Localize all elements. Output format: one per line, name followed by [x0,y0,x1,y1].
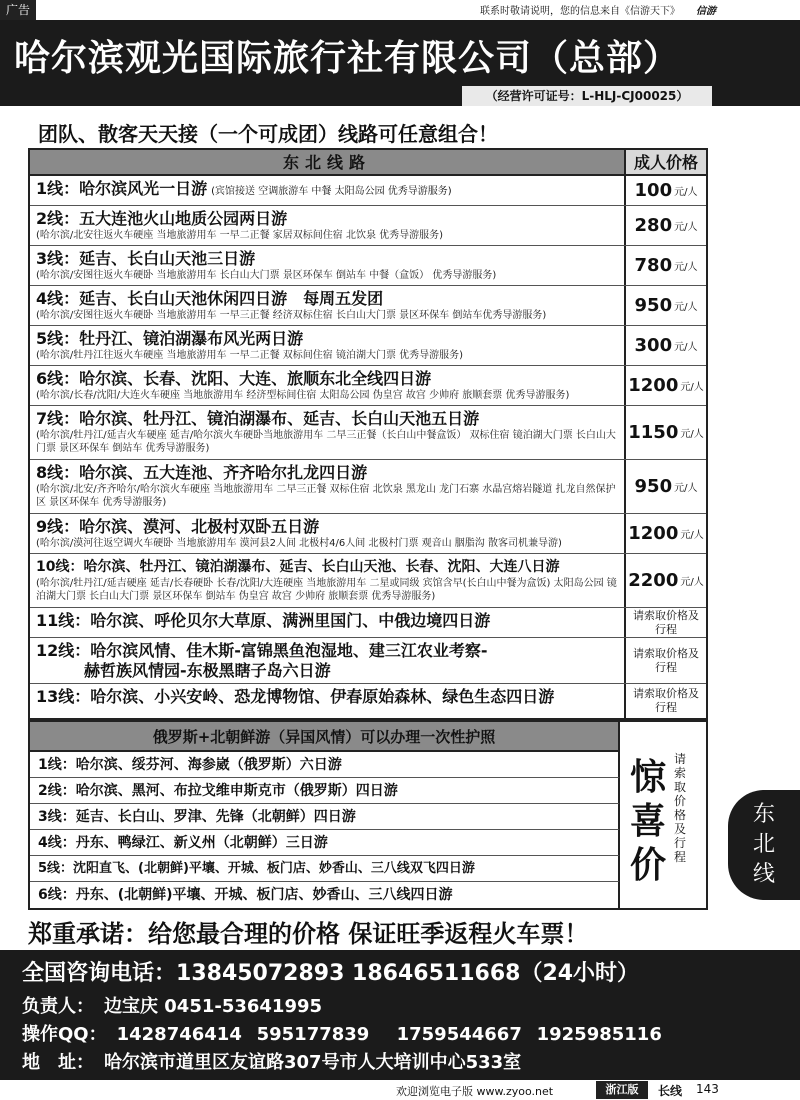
route-column-header: 东北线路 [282,153,371,172]
list-item: 5线：沈阳直飞、(北朝鲜)平壤、开城、板门店、妙香山、三八线双飞四日游 [30,856,620,882]
table-row [30,246,706,286]
route-title: 6线：哈尔滨、长春、沈阳、大连、旅顺东北全线四日游 [36,369,432,388]
price-value: 950 [634,476,673,497]
route-title: 12线：哈尔滨风情、佳木斯-富锦黑鱼泡湿地、建三江农业考察- [36,641,488,660]
table-row [30,684,706,718]
route-detail: (哈尔滨/长春/沈阳/大连火车硬座 当地旅游用车 经济型标间住宿 太阳岛公园 伪皇宫 故宫 少帅府 旅顺套票 优秀导游服务) [36,390,570,401]
price-on-request: 请索取价格及行程 [633,608,699,636]
route-detail: (哈尔滨/漠河往返空调火车硬卧 当地旅游用车 漠河县2人间 北极村4/6人间 北极村门票 观音山 胭脂沟 散客司机兼导游) [36,538,562,549]
footer-text: 欢迎浏览电子版 www.zyoo.net [396,1085,554,1098]
address: 哈尔滨市道里区友谊路307号市人大培训中心533室 [104,1052,522,1073]
price-value: 1200 [628,523,679,544]
section-label: 长线 [658,1084,683,1098]
route-detail: (哈尔滨/安图往返火车硬卧 当地旅游用车 一早三正餐 经济双标住宿 长白山大门票 景区环保车 倒站车优秀导游服务) [36,310,547,321]
price-column-header: 成人价格 [624,150,706,174]
price-unit: 元/人 [680,429,704,440]
address-label: 地 址： [22,1052,94,1073]
route-detail: (哈尔滨/牡丹江/延吉火车硬座 延吉/哈尔滨火车硬卧当地旅游用车 二早三正餐（长白山中餐盒饭） 双标住宿 镜泊湖大门票 长白山大门票 景区环保车 倒站车 优秀导游服务) [36,430,616,454]
price-value: 2200 [628,570,679,591]
table-row [30,406,706,460]
qq-number: 595177839 [256,1024,370,1045]
price-value: 950 [634,295,673,316]
list-item: 1线：哈尔滨、绥芬河、海参崴（俄罗斯）六日游 [30,752,620,778]
price-cell [624,514,706,553]
hotline-numbers: 13845072893 18646511668（24小时） [176,961,640,986]
header-banner [0,20,800,106]
price-cell [624,366,706,405]
route-title: 13线：哈尔滨、小兴安岭、恐龙博物馆、伊春原始森林、绿色生态四日游 [36,687,555,706]
table-row [30,514,706,554]
route-detail: (哈尔滨/北安/齐齐哈尔/哈尔滨火车硬座 当地旅游用车 二早三正餐 双标住宿 北饮泉 黑龙山 龙门石寨 水晶宫熔岩隧道 扎龙自然保护区 景区环保车 优秀导游服务) [36,484,616,508]
rk-header: 俄罗斯+北朝鲜游（异国风情）可以办理一次性护照 [30,722,620,752]
price-value: 780 [634,255,673,276]
price-cell [624,206,706,245]
table-row [30,608,706,638]
top-strip [0,0,800,20]
price-value: 280 [634,215,673,236]
table-row [30,286,706,326]
price-cell [624,638,706,683]
route-title: 4线：延吉、长白山天池休闲四日游 每周五发团 [36,289,384,308]
list-item: 2线：哈尔滨、黑河、布拉戈维申斯克市（俄罗斯）四日游 [30,778,620,804]
price-value: 300 [634,335,673,356]
table-row [30,206,706,246]
route-title: 3线：延吉、长白山天池三日游 [36,249,256,268]
list-item: 6线：丹东、(北朝鲜)平壤、开城、板门店、妙香山、三八线四日游 [30,882,620,908]
manager-label: 负责人： [22,996,94,1017]
route-title: 5线：牡丹江、镜泊湖瀑布风光两日游 [36,329,304,348]
qq-number: 1925985116 [536,1024,662,1045]
price-unit: 元/人 [680,577,704,588]
list-item: 4线：丹东、鸭绿江、新义州（北朝鲜）三日游 [30,830,620,856]
route-title: 11线：哈尔滨、呼伦贝尔大草原、满洲里国门、中俄边境四日游 [36,611,491,630]
promise: 郑重承诺：给您最合理的价格 保证旺季返程火车票！ [28,920,589,948]
hotline-label: 全国咨询电话： [22,961,177,986]
section-tab: 东北线 [728,790,800,900]
route-title: 10线：哈尔滨、牡丹江、镜泊湖瀑布、延吉、长白山天池、长春、沈阳、大连八日游 [36,559,560,575]
qq-label: 操作QQ： [22,1024,107,1045]
russia-north-korea-box [28,720,708,910]
qq-number: 1428746414 [116,1024,242,1045]
company-name: 哈尔滨观光国际旅行社有限公司（总部） [14,38,681,79]
contact-block [0,950,800,1080]
route-title: 2线：五大连池火山地质公园两日游 [36,209,288,228]
publication-logo: 信游 [696,6,716,17]
price-value: 1150 [628,422,679,443]
table-row [30,326,706,366]
price-unit: 元/人 [674,483,698,494]
price-cell [624,176,706,205]
contact-note: 联系时敬请说明，您的信息来自《信游天下》 [480,6,680,17]
slogan: 团队、散客天天接（一个可成团）线路可任意组合！ [38,122,498,146]
price-unit: 元/人 [674,302,698,313]
table-row [30,638,706,684]
table-row [30,176,706,206]
price-cell [624,406,706,459]
price-unit: 元/人 [674,222,698,233]
price-unit: 元/人 [674,187,698,198]
price-unit: 元/人 [680,530,704,541]
price-on-request: 请索取价格及行程 [633,687,699,714]
ad-tag: 广告 [0,0,36,20]
table-header [30,150,706,176]
table-row [30,460,706,514]
price-cell [624,460,706,513]
price-unit: 元/人 [680,382,704,393]
route-detail: (哈尔滨/安图往返火车硬卧 当地旅游用车 长白山大门票 景区环保车 倒站车 中餐（盒饭） 优秀导游服务) [36,270,497,281]
price-unit: 元/人 [674,342,698,353]
price-on-request: 请索取价格及行程 [633,646,699,674]
table-row [30,554,706,608]
route-detail: (哈尔滨/北安往返火车硬座 当地旅游用车 一早二正餐 家居双标间住宿 北饮泉 优秀导游服务) [36,230,444,241]
license-number: （经营许可证号：L-HLJ-CJ00025） [462,86,712,106]
page-footer [0,1080,800,1100]
surprise-price: 惊喜价 [629,757,666,886]
price-value: 100 [634,180,673,201]
route-detail: (哈尔滨/牡丹江往返火车硬座 当地旅游用车 一早二正餐 双标间住宿 镜泊湖大门票 优秀导游服务) [36,350,464,361]
list-item: 3线：延吉、长白山、罗津、先锋（北朝鲜）四日游 [30,804,620,830]
route-title-continued: 赫哲族风情园-东极黑瞎子岛六日游 [36,661,331,680]
edition-badge: 浙江版 [596,1081,648,1099]
route-title: 9线：哈尔滨、漠河、北极村双卧五日游 [36,517,320,536]
price-cell [624,608,706,637]
route-detail: (宾馆接送 空调旅游车 中餐 太阳岛公园 优秀导游服务) [211,186,452,197]
page-number: 143 [696,1082,719,1096]
route-detail: (哈尔滨/牡丹江/延吉硬座 延吉/长春硬卧 长春/沈阳/大连硬座 当地旅游用车 二星或同级 宾馆含早(长白山中餐为盒饭) 太阳岛公园 镜泊湖大门票 长白山大门票 景区环保车 倒站车 伪皇宫 故宫 少帅府 旅顺套票 优秀导游服务) [36,578,617,602]
table-row [30,366,706,406]
price-cell [624,286,706,325]
price-value: 1200 [628,375,679,396]
northeast-tour-table [28,148,708,720]
manager-info: 边宝庆 0451-53641995 [104,996,323,1017]
route-title: 7线：哈尔滨、牡丹江、镜泊湖瀑布、延吉、长白山天池五日游 [36,409,480,428]
route-title: 1线：哈尔滨风光一日游 [36,179,208,198]
price-cell [624,326,706,365]
price-cell [624,684,706,718]
price-cell [624,554,706,607]
qq-number: 1759544667 [396,1024,522,1045]
route-title: 8线：哈尔滨、五大连池、齐齐哈尔扎龙四日游 [36,463,368,482]
price-on-request: 请索取价格及行程 [673,752,686,864]
price-unit: 元/人 [674,262,698,273]
price-cell [624,246,706,285]
